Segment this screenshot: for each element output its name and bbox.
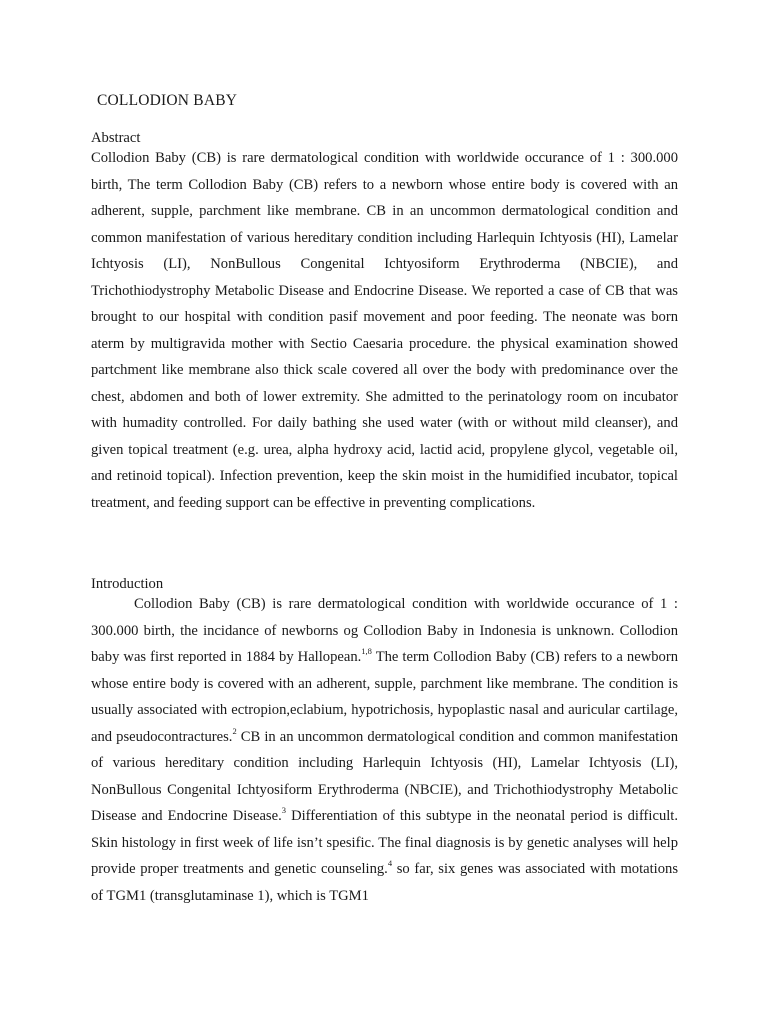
intro-segment: Collodion Baby (CB) is rare dermatological condition with worldwide occurance of 1 : 300.000 birth, the incidance of newborns og Collodion Baby in Indonesia is unknown. Collodion baby was first reported in 1884 by Hallopean. xyxy=(91,596,678,665)
citation-ref: 1,8 xyxy=(361,646,372,657)
abstract-heading: Abstract xyxy=(91,130,141,146)
citation-ref: 2 xyxy=(232,725,237,736)
citation-ref: 4 xyxy=(387,858,393,869)
citation-ref: 3 xyxy=(281,805,286,816)
introduction-paragraph xyxy=(91,591,678,911)
abstract-paragraph: Collodion Baby (CB) is rare dermatological condition with worldwide occurance of 1 : 300.000 birth, The term Collodion Baby (CB) refers to a newborn whose entire body is covered with an adherent, supple, parchment like membrane. CB in an uncommon dermatological condition and common manifestation of various hereditary condition including Harlequin Ichtyosis (HI), Lamelar Ichtyosis (LI), NonBullous Congenital Ichtyosiform Erythroderma (NBCIE), and Trichothiodystrophy Metabolic Disease and Endocrine Disease. We reported a case of CB that was brought to our hospital with condition pasif movement and poor feeding. The neonate was born aterm by multigravida mother with Sectio Caesaria procedure. the physical examination showed partchment like membrane also thick scale covered all over the body with predominance over the chest, abdomen and both of lower extremity. She admitted to the perinatology room on incubator with humadity controlled. For daily bathing she used water (with or without mild cleanser), and given topical treatment (e.g. urea, alpha hydroxy acid, lactid acid, propylene glycol, vegetable oil, and retinoid topical). Infection prevention, keep the skin moist in the humidified incubator, topical treatment, and feeding support can be effective in preventing complications. xyxy=(91,150,678,511)
intro-segment: The term Collodion Baby (CB) refers to a newborn whose entire body is covered with an adherent, supple, parchment like membrane. The condition is usually associated with ectropion,eclabium, hypotrichosis, hypoplastic nasal and auricular cartilage, and pseudocontractures. xyxy=(91,649,678,745)
document-title: COLLODION BABY xyxy=(97,92,238,109)
introduction-heading: Introduction xyxy=(91,576,164,592)
intro-segment: CB in an uncommon dermatological condition and common manifestation of various hereditary condition including Harlequin Ichtyosis (HI), Lamelar Ichtyosis (LI), NonBullous Congenital Ichtyosiform Erythroderma (NBCIE), and Trichothiodystrophy Metabolic Disease and Endocrine Disease. xyxy=(91,728,678,824)
intro-segment: Differentiation of this subtype in the neonatal period is difficult. Skin histology in first week of life isn’t spesific. The final diagnosis is by genetic analyses will help provide proper treatments and genetic counseling. xyxy=(91,808,678,877)
intro-segment: so far, six genes was associated with motations of TGM1 (transglutaminase 1), which is TGM1 xyxy=(91,861,678,904)
